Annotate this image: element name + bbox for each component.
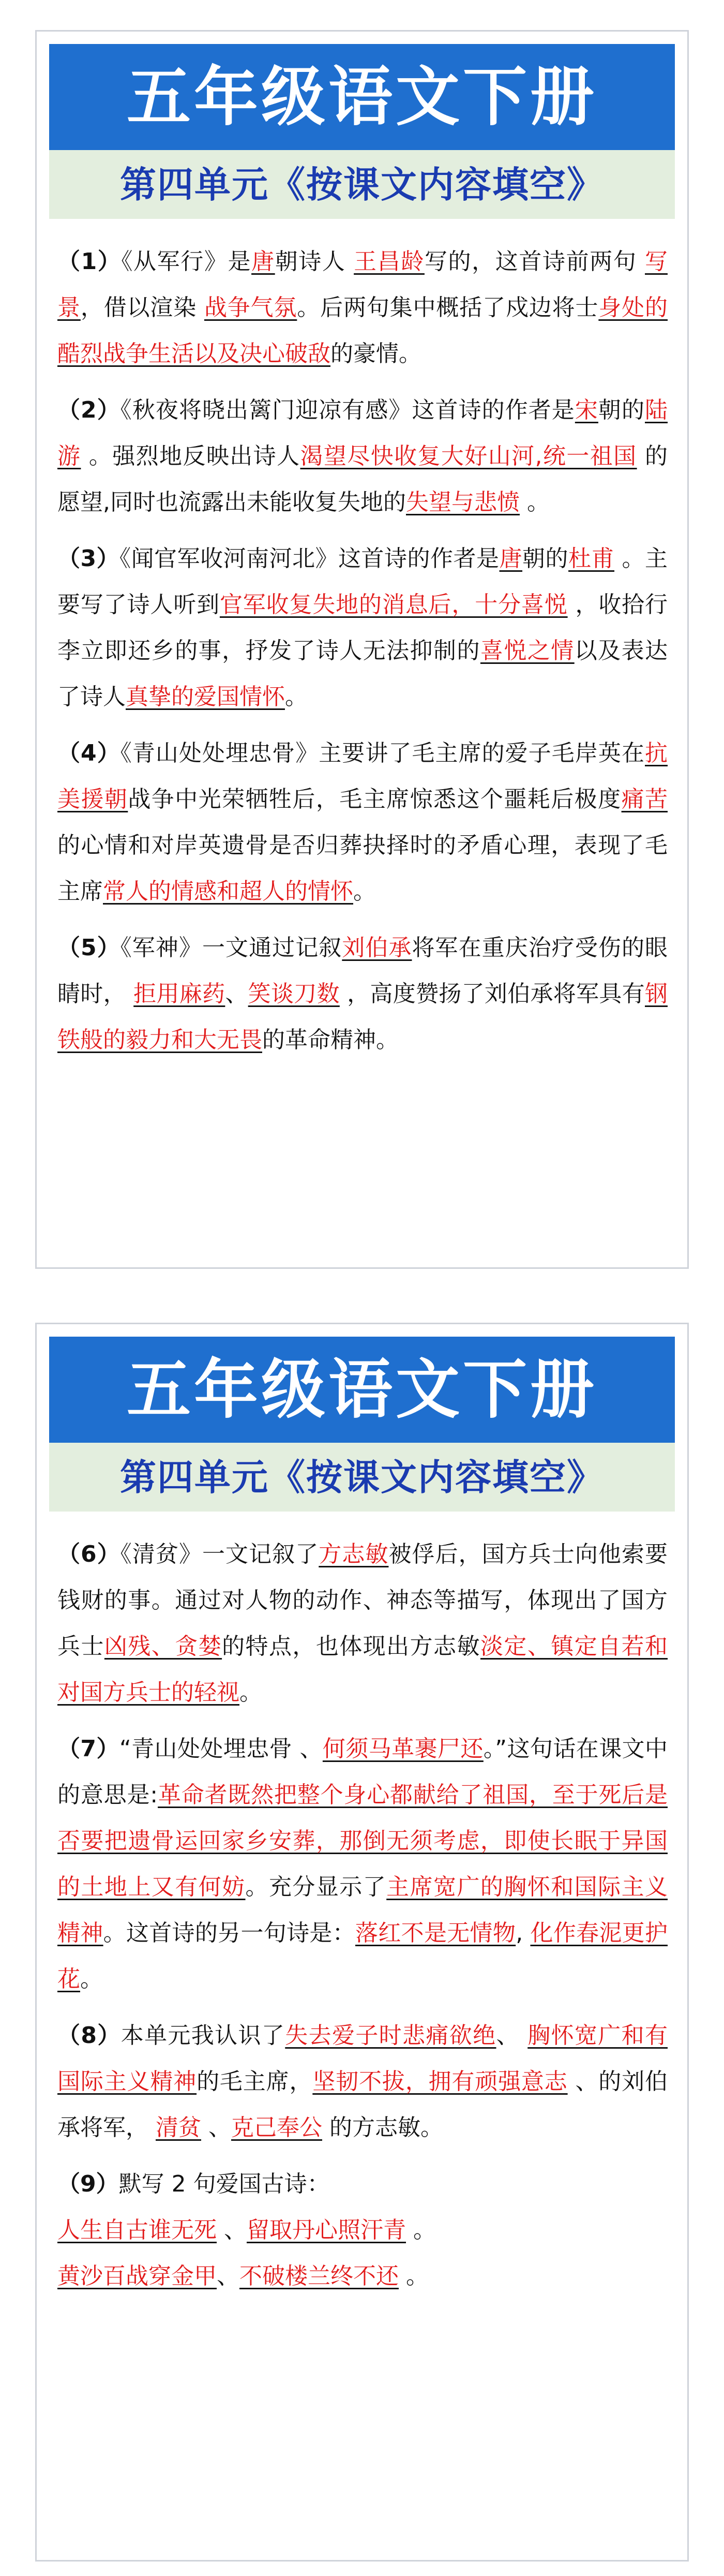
question-text: 被俘后，国方兵士向他索要钱财的事。通过对人物的动作、神态等描写，体现出了国方兵士 <box>57 1541 668 1660</box>
question-number: （5） <box>57 935 120 961</box>
answer-blank: 唐 <box>251 248 275 275</box>
question-number: （2） <box>57 397 120 423</box>
answer-blank: 真挚的爱国情怀 <box>126 684 285 710</box>
answer-blank: 唐 <box>499 545 523 572</box>
question-text: 、 <box>217 2263 239 2289</box>
question-item <box>57 1531 668 1715</box>
question-number: （9） <box>57 2171 119 2197</box>
question-text: ，高度赞扬了刘伯承将军具有 <box>339 981 645 1007</box>
answer-blank: 留取丹心照汗青 <box>247 2217 406 2243</box>
question-text: 的特点，也体现出方志敏 <box>222 1633 480 1660</box>
question-item <box>57 2012 668 2151</box>
question-text: 默写 2 句爱国古诗： <box>118 2171 330 2197</box>
question-text: 写的，这首诗前两句 <box>424 248 645 275</box>
question-text: 。 <box>239 1679 262 1706</box>
question-text: 、的刘伯承将军， <box>57 2068 668 2141</box>
question-text: 《秋夜将晓出篱门迎凉有感》这首诗的作者是 <box>120 397 575 423</box>
question-text: 的毛主席， <box>197 2068 313 2095</box>
question-number: （4） <box>57 740 120 766</box>
question-text: 的革命精神。 <box>262 1027 399 1053</box>
question-item <box>57 730 668 914</box>
answer-blank: 喜悦之情 <box>480 638 575 664</box>
answer-blank: 清贫 <box>156 2114 201 2141</box>
answer-blank: 身处的酷烈战争生活以及决心破敌 <box>57 294 668 367</box>
answer-blank: 化作春泥更护花 <box>57 1920 668 1992</box>
answer-blank: 钢铁般的毅力和大无畏 <box>57 981 668 1053</box>
answer-blank: 渴望尽快收复大好山河,统一祖国 <box>300 443 637 469</box>
answer-blank: 王昌龄 <box>354 248 425 275</box>
question-text: 《清贫》一文记叙了 <box>120 1541 319 1567</box>
question-text: 、 <box>496 2022 528 2049</box>
question-text: 。”这句话在课文中的意思是: <box>57 1736 668 1808</box>
answer-blank: 革命者既然把整个身心都献给了祖国，至于死后是否要把遗骨运回家乡安葬，那倒无须考虑，即使长眠于异国的土地上又有何妨 <box>57 1782 668 1900</box>
answer-blank: 杜甫 <box>568 545 615 572</box>
answer-blank: 痛苦 <box>621 786 668 812</box>
answer-blank: 不破楼兰终不还 <box>239 2263 399 2289</box>
answer-blank: 失望与悲愤 <box>406 489 520 515</box>
page-title: 五年级语文下册 <box>49 1337 675 1443</box>
answer-blank: 坚韧不拔，拥有顽强意志 <box>312 2068 568 2095</box>
question-text: 。这首诗的另一句诗是： <box>103 1920 356 1946</box>
question-text: 的豪情。 <box>330 340 421 367</box>
answer-blank: 战争气氛 <box>204 294 297 321</box>
answer-blank: 陆游 <box>57 397 668 469</box>
page-title: 五年级语文下册 <box>49 44 675 150</box>
answer-blank: 凶残、贪婪 <box>104 1633 222 1660</box>
answer-blank: 何须马革裹尸还 <box>322 1736 484 1762</box>
answer-blank: 写景 <box>57 248 668 321</box>
question-number: （1） <box>57 248 122 275</box>
answer-blank: 方志敏 <box>319 1541 389 1567</box>
question-text: 战争中光荣牺牲后，毛主席惊悉这个噩耗后极度 <box>128 786 622 812</box>
question-text: 。 <box>520 489 550 515</box>
question-text: 的方志敏。 <box>322 2114 443 2141</box>
question-text: ，借以渲染 <box>80 294 204 321</box>
question-item <box>57 2161 668 2299</box>
answer-blank: 主席宽广的胸怀和国际主义精神 <box>57 1874 668 1946</box>
page-subtitle: 第四单元《按课文内容填空》 <box>49 150 675 219</box>
worksheet-page-1 <box>35 30 689 1269</box>
question-text: 、 <box>201 2114 231 2141</box>
question-item <box>57 1726 668 2002</box>
question-text: 。强烈地反映出诗人 <box>81 443 300 469</box>
answer-blank: 拒用麻药 <box>133 981 225 1007</box>
question-list <box>57 1531 668 2309</box>
answer-blank: 人生自古谁无死 <box>57 2217 217 2243</box>
question-text: ，收拾行李立即还乡的事，抒发了诗人无法抑制的 <box>57 591 668 664</box>
question-text: , <box>516 1920 531 1946</box>
question-text: 。 <box>406 2217 436 2243</box>
question-text: 。后两句集中概括了戍边将士 <box>297 294 599 321</box>
answer-blank: 失去爱子时悲痛欲绝 <box>285 2022 496 2049</box>
answer-blank: 常人的情感和超人的情怀 <box>103 878 353 905</box>
answer-blank: 淡定、镇定自若和对国方兵士的轻视 <box>57 1633 668 1706</box>
question-number: （3） <box>57 545 120 572</box>
worksheet-page-2 <box>35 1323 689 2562</box>
question-text: 《青山处处埋忠骨》主要讲了毛主席的爱子毛岸英在 <box>120 740 645 766</box>
question-list <box>57 239 668 1073</box>
question-text: 、 <box>225 981 248 1007</box>
question-text: “青山处处埋忠骨 、 <box>119 1736 323 1762</box>
question-text: 的愿望,同时也流露出未能收复失地的 <box>57 443 668 515</box>
answer-blank: 宋 <box>575 397 598 423</box>
question-item <box>57 387 668 525</box>
question-text: 本单元我认识了 <box>120 2022 285 2049</box>
question-number: （8） <box>57 2022 121 2049</box>
question-text: 《闻官军收河南河北》这首诗的作者是 <box>119 545 500 572</box>
question-text: 。 <box>285 684 308 710</box>
question-item <box>57 536 668 720</box>
page-subtitle: 第四单元《按课文内容填空》 <box>49 1443 675 1512</box>
answer-blank: 刘伯承 <box>342 935 412 961</box>
answer-blank: 落红不是无情物 <box>355 1920 516 1946</box>
question-text: 、 <box>217 2217 247 2243</box>
question-text: 以及表达了诗人 <box>57 638 668 710</box>
question-number: （7） <box>57 1736 119 1762</box>
question-text: 。主要写了诗人听到 <box>57 545 668 618</box>
question-text: 。 <box>80 1966 103 1992</box>
question-text: 朝的 <box>522 545 569 572</box>
question-text: 《从军行》是 <box>121 248 252 275</box>
answer-blank: 抗美援朝 <box>57 740 668 812</box>
question-number: （6） <box>57 1541 120 1567</box>
question-text: 。充分显示了 <box>245 1874 387 1900</box>
question-item <box>57 925 668 1063</box>
question-text: 。 <box>399 2263 429 2289</box>
answer-blank: 笑谈刀数 <box>248 981 340 1007</box>
answer-blank: 胸怀宽广和有国际主义精神 <box>57 2022 668 2095</box>
question-item <box>57 239 668 377</box>
question-text: 。 <box>353 878 376 905</box>
question-text: 的心情和对岸英遗骨是否归葬抉择时的矛盾心理，表现了毛主席 <box>57 832 668 905</box>
answer-blank: 克己奉公 <box>231 2114 322 2141</box>
question-text: 将军在重庆治疗受伤的眼睛时， <box>57 935 668 1007</box>
answer-blank: 黄沙百战穿金甲 <box>57 2263 217 2289</box>
question-text: 朝诗人 <box>275 248 354 275</box>
question-text: 《军神》一文通过记叙 <box>120 935 342 961</box>
answer-blank: 官军收复失地的消息后，十分喜悦 <box>219 591 568 618</box>
question-text: 朝的 <box>598 397 645 423</box>
